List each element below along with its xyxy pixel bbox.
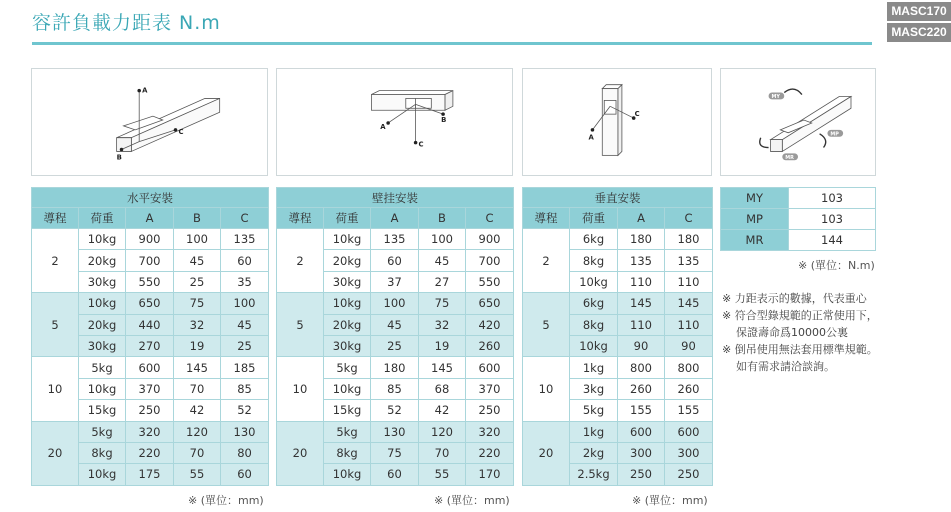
value-cell: 185 (221, 357, 269, 378)
table-row (721, 188, 876, 209)
table-row (32, 293, 269, 314)
unit-note-wall: ※ (單位：mm) (434, 494, 510, 507)
value-cell: 19 (174, 335, 221, 356)
column-header-b: B (174, 208, 221, 229)
value-cell: 25 (221, 335, 269, 356)
load-cell: 5kg (79, 357, 126, 378)
value-cell: 100 (371, 293, 419, 314)
lead-cell: 5 (277, 293, 324, 357)
value-cell: 35 (221, 271, 269, 292)
load-cell: 5kg (324, 357, 371, 378)
unit-note-horizontal: ※ (單位：mm) (188, 494, 264, 507)
load-cell: 10kg (324, 229, 371, 250)
moment-illustration (721, 69, 875, 175)
value-cell: 180 (371, 357, 419, 378)
value-cell: 420 (466, 314, 514, 335)
value-cell: 80 (221, 442, 269, 463)
value-cell: 42 (419, 400, 466, 421)
load-cell: 5kg (79, 421, 126, 442)
value-cell: 250 (126, 400, 174, 421)
value-cell: 32 (174, 314, 221, 335)
value-cell: 600 (618, 421, 665, 442)
value-cell: 85 (371, 378, 419, 399)
table-title: 壁挂安裝 (277, 188, 514, 208)
value-cell: 180 (665, 229, 713, 250)
value-cell: 440 (126, 314, 174, 335)
value-cell: 250 (466, 400, 514, 421)
note-line: ※ 符合型錄規範的正常使用下， (722, 309, 878, 322)
table-row (721, 230, 876, 251)
value-cell: 75 (174, 293, 221, 314)
value-cell: 250 (665, 464, 713, 485)
value-cell: 110 (618, 314, 665, 335)
value-cell: 25 (371, 335, 419, 356)
column-header-c: C (221, 208, 269, 229)
value-cell: 220 (466, 442, 514, 463)
value-cell: 320 (466, 421, 514, 442)
wall-mount-table (276, 187, 514, 486)
diagram-label-a: A (142, 86, 148, 95)
diagram-label-a: A (380, 122, 386, 131)
table-title: 水平安裝 (32, 188, 269, 208)
note-line: ※ 力距表示的數據，代表重心 (722, 292, 867, 305)
value-cell: 550 (126, 271, 174, 292)
table-row (523, 357, 713, 378)
table-row (721, 209, 876, 230)
value-cell: 300 (665, 442, 713, 463)
value-cell: 260 (466, 335, 514, 356)
moment-diagram (720, 68, 876, 176)
value-cell: 90 (665, 335, 713, 356)
column-header-lead: 導程 (32, 208, 79, 229)
value-cell: 300 (618, 442, 665, 463)
page-title: 容許負載力距表 N.m (32, 12, 221, 34)
value-cell: 175 (126, 464, 174, 485)
value-cell: 110 (665, 271, 713, 292)
load-cell: 10kg (324, 464, 371, 485)
diagram-label-b: B (116, 153, 122, 162)
value-cell: 52 (221, 400, 269, 421)
vertical-mount-table (522, 187, 713, 486)
value-cell: 135 (618, 250, 665, 271)
load-cell: 5kg (324, 421, 371, 442)
vertical-mount-illustration (523, 69, 711, 175)
value-cell: 155 (665, 400, 713, 421)
column-header-c: C (466, 208, 514, 229)
load-cell: 8kg (570, 314, 618, 335)
value-cell: 70 (174, 378, 221, 399)
value-cell: 25 (174, 271, 221, 292)
value-cell: 900 (466, 229, 514, 250)
moment-key: MP (721, 209, 789, 230)
load-cell: 15kg (79, 400, 126, 421)
table-row (523, 229, 713, 250)
load-cell: 1kg (570, 421, 618, 442)
value-cell: 60 (371, 464, 419, 485)
value-cell: 37 (371, 271, 419, 292)
value-cell: 55 (174, 464, 221, 485)
value-cell: 250 (618, 464, 665, 485)
load-cell: 10kg (79, 378, 126, 399)
table-row (277, 293, 514, 314)
load-cell: 10kg (324, 378, 371, 399)
diagram-label-a: A (588, 133, 594, 142)
value-cell: 600 (126, 357, 174, 378)
load-cell: 8kg (324, 442, 371, 463)
value-cell: 155 (618, 400, 665, 421)
moment-value: 103 (789, 209, 876, 230)
load-cell: 15kg (324, 400, 371, 421)
value-cell: 270 (126, 335, 174, 356)
load-cell: 2kg (570, 442, 618, 463)
note-line: 保證壽命爲10000公裏 (736, 326, 848, 339)
column-header-load: 荷重 (79, 208, 126, 229)
value-cell: 120 (174, 421, 221, 442)
value-cell: 260 (618, 378, 665, 399)
model-tag-masc170: MASC170 (887, 2, 951, 21)
value-cell: 145 (665, 293, 713, 314)
load-cell: 1kg (570, 357, 618, 378)
note-line: ※ 倒吊使用無法套用標準規範。 (722, 343, 878, 356)
value-cell: 110 (618, 271, 665, 292)
value-cell: 370 (466, 378, 514, 399)
load-cell: 10kg (570, 271, 618, 292)
load-cell: 3kg (570, 378, 618, 399)
diagram-label-c: C (178, 127, 184, 136)
value-cell: 60 (371, 250, 419, 271)
load-cell: 10kg (570, 335, 618, 356)
table-row (32, 357, 269, 378)
value-cell: 110 (665, 314, 713, 335)
value-cell: 60 (221, 464, 269, 485)
load-cell: 20kg (324, 250, 371, 271)
lead-cell: 20 (277, 421, 324, 485)
value-cell: 800 (618, 357, 665, 378)
diagram-label-c: C (418, 140, 424, 149)
table-row (277, 229, 514, 250)
value-cell: 120 (419, 421, 466, 442)
value-cell: 130 (221, 421, 269, 442)
value-cell: 60 (221, 250, 269, 271)
value-cell: 135 (371, 229, 419, 250)
value-cell: 550 (466, 271, 514, 292)
load-cell: 20kg (324, 314, 371, 335)
load-cell: 10kg (79, 464, 126, 485)
value-cell: 370 (126, 378, 174, 399)
value-cell: 42 (174, 400, 221, 421)
lead-cell: 10 (32, 357, 79, 421)
load-cell: 30kg (79, 335, 126, 356)
value-cell: 70 (174, 442, 221, 463)
load-cell: 30kg (324, 271, 371, 292)
load-cell: 10kg (79, 229, 126, 250)
value-cell: 800 (665, 357, 713, 378)
diagram-label-b: B (441, 116, 447, 124)
table-row (523, 293, 713, 314)
value-cell: 600 (466, 357, 514, 378)
value-cell: 75 (419, 293, 466, 314)
wall-mount-illustration (277, 69, 512, 175)
value-cell: 220 (126, 442, 174, 463)
value-cell: 68 (419, 378, 466, 399)
value-cell: 130 (371, 421, 419, 442)
value-cell: 45 (174, 250, 221, 271)
load-cell: 6kg (570, 229, 618, 250)
value-cell: 180 (618, 229, 665, 250)
value-cell: 260 (665, 378, 713, 399)
value-cell: 70 (419, 442, 466, 463)
load-cell: 2.5kg (570, 464, 618, 485)
value-cell: 135 (665, 250, 713, 271)
value-cell: 100 (419, 229, 466, 250)
load-cell: 8kg (79, 442, 126, 463)
value-cell: 145 (419, 357, 466, 378)
value-cell: 85 (221, 378, 269, 399)
value-cell: 650 (466, 293, 514, 314)
load-cell: 8kg (570, 250, 618, 271)
column-header-a: A (618, 208, 665, 229)
column-header-lead: 導程 (523, 208, 570, 229)
column-header-lead: 導程 (277, 208, 324, 229)
moment-label-my: MY (771, 93, 780, 100)
value-cell: 45 (221, 314, 269, 335)
value-cell: 100 (221, 293, 269, 314)
moment-table (720, 187, 876, 251)
moment-label-mp: MP (830, 131, 839, 138)
lead-cell: 5 (32, 293, 79, 357)
value-cell: 600 (665, 421, 713, 442)
horizontal-mount-illustration (32, 69, 267, 175)
value-cell: 75 (371, 442, 419, 463)
lead-cell: 10 (523, 357, 570, 421)
value-cell: 650 (126, 293, 174, 314)
load-cell: 30kg (79, 271, 126, 292)
horizontal-mount-table (31, 187, 269, 486)
value-cell: 32 (419, 314, 466, 335)
value-cell: 45 (371, 314, 419, 335)
lead-cell: 20 (32, 421, 79, 485)
value-cell: 320 (126, 421, 174, 442)
value-cell: 55 (419, 464, 466, 485)
table-row (277, 421, 514, 442)
column-header-load: 荷重 (324, 208, 371, 229)
value-cell: 19 (419, 335, 466, 356)
title-divider (32, 42, 872, 45)
lead-cell: 2 (277, 229, 324, 293)
load-cell: 10kg (79, 293, 126, 314)
lead-cell: 20 (523, 421, 570, 485)
column-header-b: B (419, 208, 466, 229)
model-tag-masc220: MASC220 (887, 23, 951, 42)
moment-key: MR (721, 230, 789, 251)
value-cell: 170 (466, 464, 514, 485)
value-cell: 700 (126, 250, 174, 271)
moment-value: 144 (789, 230, 876, 251)
value-cell: 52 (371, 400, 419, 421)
value-cell: 27 (419, 271, 466, 292)
value-cell: 700 (466, 250, 514, 271)
column-header-load: 荷重 (570, 208, 618, 229)
lead-cell: 5 (523, 293, 570, 357)
moment-key: MY (721, 188, 789, 209)
lead-cell: 10 (277, 357, 324, 421)
note-line: 如有需求請洽談詢。 (736, 360, 835, 373)
lead-cell: 2 (32, 229, 79, 293)
load-cell: 20kg (79, 314, 126, 335)
load-cell: 10kg (324, 293, 371, 314)
load-cell: 30kg (324, 335, 371, 356)
load-cell: 5kg (570, 400, 618, 421)
value-cell: 100 (174, 229, 221, 250)
value-cell: 145 (618, 293, 665, 314)
moment-value: 103 (789, 188, 876, 209)
value-cell: 900 (126, 229, 174, 250)
wall-mount-diagram (276, 68, 513, 176)
load-cell: 20kg (79, 250, 126, 271)
notes-block (722, 290, 922, 375)
value-cell: 145 (174, 357, 221, 378)
table-row (523, 421, 713, 442)
vertical-mount-diagram (522, 68, 712, 176)
table-title: 垂直安裝 (523, 188, 713, 208)
load-cell: 6kg (570, 293, 618, 314)
unit-note-moment: ※ (單位：N.m) (798, 259, 875, 272)
table-row (32, 421, 269, 442)
table-row (277, 357, 514, 378)
table-row (32, 229, 269, 250)
horizontal-mount-diagram (31, 68, 268, 176)
column-header-a: A (126, 208, 174, 229)
lead-cell: 2 (523, 229, 570, 293)
unit-note-vertical: ※ (單位：mm) (632, 494, 708, 507)
moment-label-mr: MR (785, 154, 794, 161)
column-header-a: A (371, 208, 419, 229)
column-header-c: C (665, 208, 713, 229)
value-cell: 135 (221, 229, 269, 250)
value-cell: 45 (419, 250, 466, 271)
diagram-label-c: C (634, 110, 640, 119)
value-cell: 90 (618, 335, 665, 356)
